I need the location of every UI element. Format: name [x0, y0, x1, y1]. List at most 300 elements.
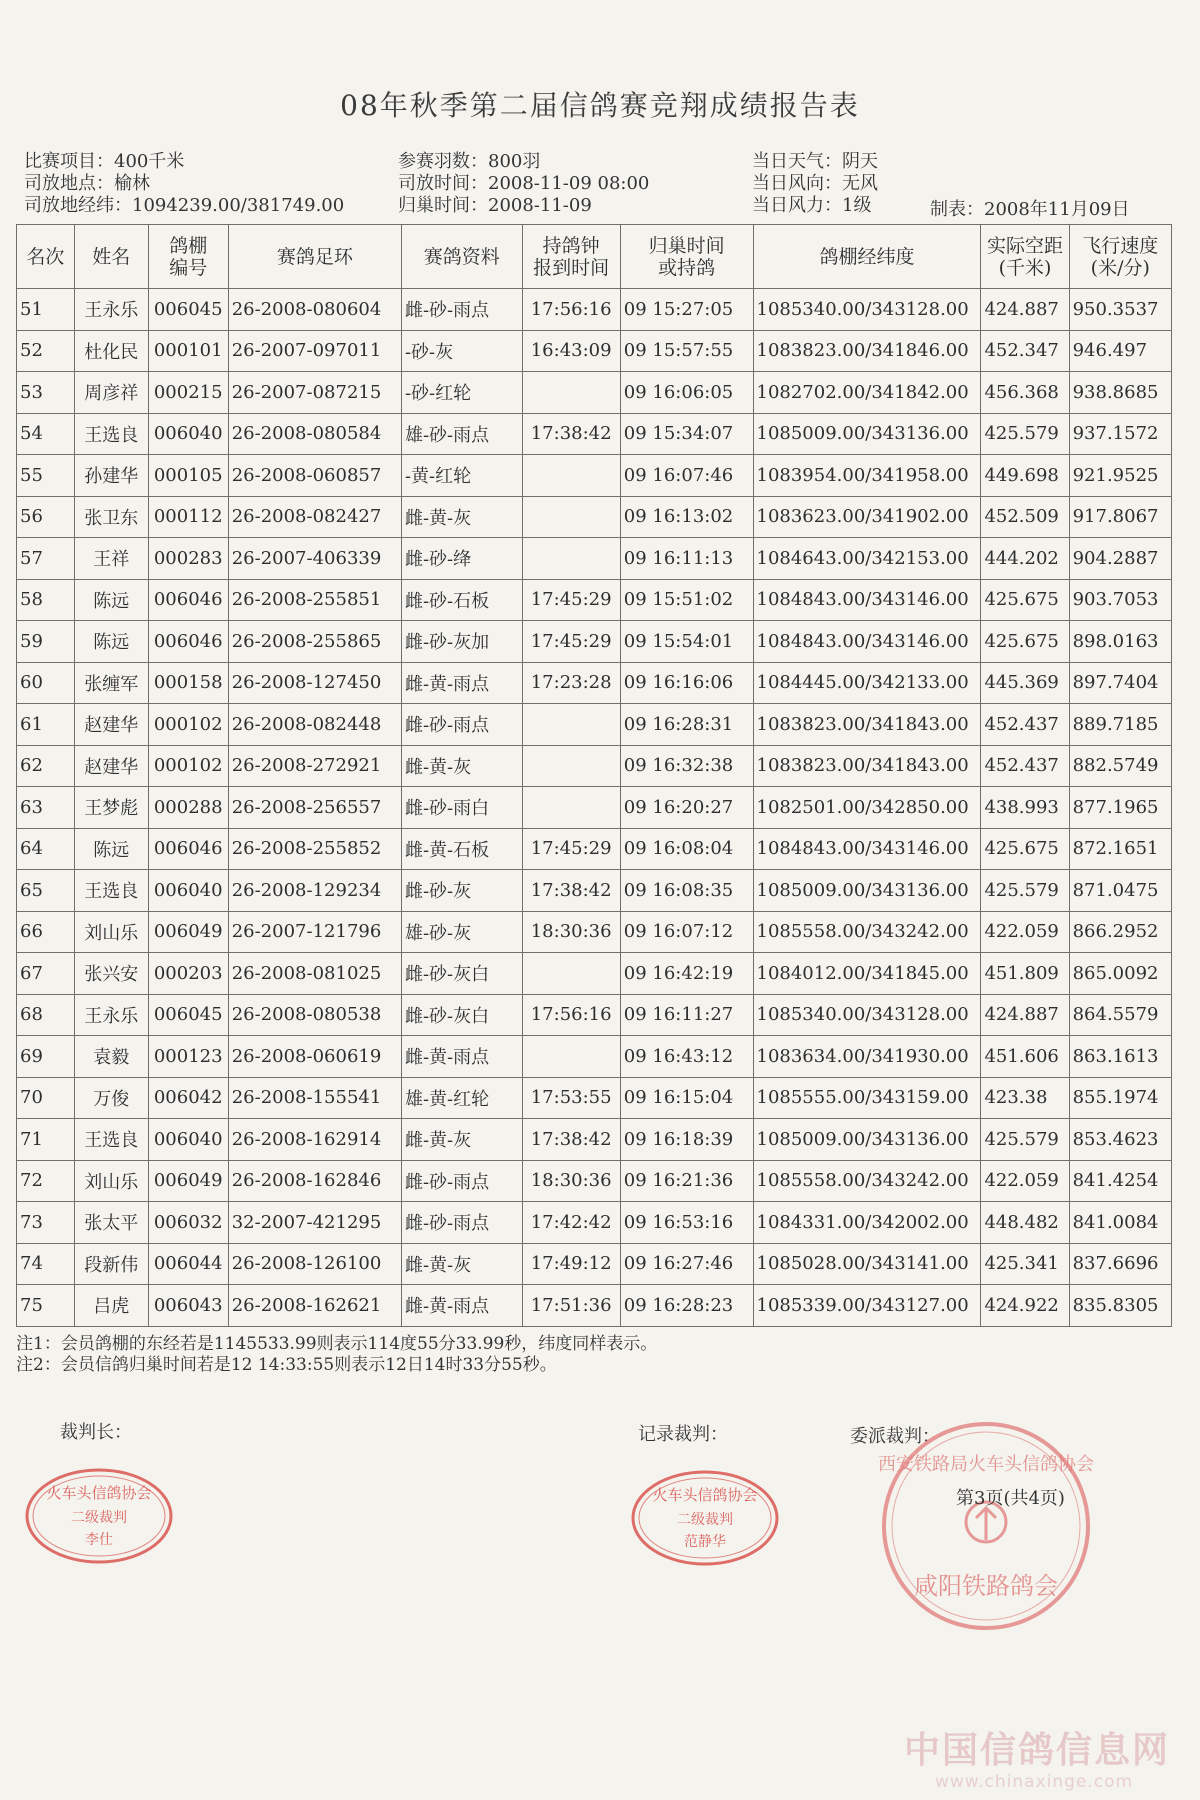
note-2: 注2：会员信鸽归巢时间若是12 14:33:55则表示12日14时33分55秒。: [16, 1355, 557, 1375]
cell-loft-id: 006049: [148, 1160, 228, 1202]
cell-distance: 423.38: [981, 1077, 1069, 1119]
svg-text:西安铁路局火车头信鸽协会: 西安铁路局火车头信鸽协会: [878, 1454, 1094, 1475]
svg-text:火车头信鸽协会: 火车头信鸽协会: [652, 1486, 758, 1504]
cell-return-time: 09 15:51:02: [620, 579, 753, 621]
header-ring-number: 赛鸽足环: [228, 225, 401, 289]
cell-speed: 889.7185: [1069, 704, 1171, 746]
cell-clock-time: 18:30:36: [522, 1160, 620, 1202]
cell-speed: 841.0084: [1069, 1202, 1171, 1244]
cell-ring-number: 26-2007-097011: [228, 330, 401, 372]
table-row: [17, 579, 1172, 621]
entries-info: 参赛羽数：800羽: [398, 151, 541, 172]
cell-ring-number: 26-2007-087215: [228, 372, 401, 414]
cell-name: 王永乐: [74, 289, 148, 331]
table-row: [17, 1243, 1172, 1285]
header-loft-coordinates: 鸽棚经纬度: [753, 225, 981, 289]
cell-loft-id: 006042: [148, 1077, 228, 1119]
cell-clock-time: 17:45:29: [522, 579, 620, 621]
cell-loft-id: 000283: [148, 538, 228, 580]
cell-pigeon-info: 雌-黄-雨点: [401, 662, 522, 704]
cell-speed: 946.497: [1069, 330, 1171, 372]
cell-name: 吕虎: [74, 1285, 148, 1327]
cell-return-time: 09 16:18:39: [620, 1119, 753, 1161]
return-time-info: 归巢时间：2008-11-09: [398, 195, 592, 216]
cell-pigeon-info: 雌-黄-灰: [401, 496, 522, 538]
cell-speed: 921.9525: [1069, 455, 1171, 497]
cell-loft-coordinates: 1084843.00/343146.00: [753, 579, 981, 621]
header-name: 姓名: [74, 225, 148, 289]
cell-loft-id: 006044: [148, 1243, 228, 1285]
cell-distance: 448.482: [981, 1202, 1069, 1244]
cell-rank: 55: [17, 455, 75, 497]
cell-loft-coordinates: 1084843.00/343146.00: [753, 621, 981, 663]
cell-distance: 422.059: [981, 1160, 1069, 1202]
page-number: 第3页(共4页): [956, 1488, 1065, 1509]
table-row: [17, 621, 1172, 663]
cell-rank: 75: [17, 1285, 75, 1327]
cell-distance: 451.809: [981, 953, 1069, 995]
cell-ring-number: 26-2008-162914: [228, 1119, 401, 1161]
cell-speed: 898.0163: [1069, 621, 1171, 663]
cell-return-time: 09 16:07:12: [620, 911, 753, 953]
table-row: [17, 704, 1172, 746]
cell-name: 张卫东: [74, 496, 148, 538]
cell-ring-number: 26-2008-081025: [228, 953, 401, 995]
cell-speed: 864.5579: [1069, 994, 1171, 1036]
header-clock-time: 持鸽钟 报到时间: [522, 225, 620, 289]
header-rank: 名次: [17, 225, 75, 289]
cell-loft-id: 006046: [148, 621, 228, 663]
cell-return-time: 09 16:28:31: [620, 704, 753, 746]
cell-speed: 853.4623: [1069, 1119, 1171, 1161]
cell-loft-id: 000215: [148, 372, 228, 414]
note-1: 注1：会员鸽棚的东经若是1145533.99则表示114度55分33.99秒，纬度同样表示。: [16, 1334, 658, 1354]
cell-loft-id: 000105: [148, 455, 228, 497]
cell-return-time: 09 16:43:12: [620, 1036, 753, 1078]
cell-pigeon-info: 雌-砂-灰白: [401, 994, 522, 1036]
cell-name: 刘山乐: [74, 911, 148, 953]
cell-distance: 422.059: [981, 911, 1069, 953]
cell-name: 孙建华: [74, 455, 148, 497]
notes: [16, 1334, 657, 1376]
cell-clock-time: 17:51:36: [522, 1285, 620, 1327]
cell-name: 王选良: [74, 870, 148, 912]
cell-name: 袁毅: [74, 1036, 148, 1078]
cell-ring-number: 26-2008-272921: [228, 745, 401, 787]
cell-loft-id: 000112: [148, 496, 228, 538]
cell-clock-time: 17:45:29: [522, 828, 620, 870]
cell-rank: 51: [17, 289, 75, 331]
cell-distance: 425.579: [981, 413, 1069, 455]
cell-ring-number: 26-2007-121796: [228, 911, 401, 953]
cell-distance: 449.698: [981, 455, 1069, 497]
cell-pigeon-info: 雌-黄-石板: [401, 828, 522, 870]
cell-return-time: 09 15:27:05: [620, 289, 753, 331]
cell-ring-number: 26-2008-080538: [228, 994, 401, 1036]
cell-pigeon-info: 雌-砂-石板: [401, 579, 522, 621]
cell-return-time: 09 15:57:55: [620, 330, 753, 372]
cell-clock-time: 17:23:28: [522, 662, 620, 704]
cell-name: 王祥: [74, 538, 148, 580]
cell-distance: 452.437: [981, 704, 1069, 746]
cell-clock-time: [522, 496, 620, 538]
cell-speed: 841.4254: [1069, 1160, 1171, 1202]
cell-clock-time: 17:38:42: [522, 413, 620, 455]
cell-distance: 444.202: [981, 538, 1069, 580]
cell-speed: 882.5749: [1069, 745, 1171, 787]
cell-loft-coordinates: 1085558.00/343242.00: [753, 911, 981, 953]
cell-speed: 863.1613: [1069, 1036, 1171, 1078]
table-row: [17, 1119, 1172, 1161]
table-row: [17, 745, 1172, 787]
table-row: [17, 372, 1172, 414]
cell-ring-number: 26-2008-126100: [228, 1243, 401, 1285]
cell-pigeon-info: 雄-黄-红轮: [401, 1077, 522, 1119]
cell-rank: 58: [17, 579, 75, 621]
table-row: [17, 1285, 1172, 1327]
cell-speed: 865.0092: [1069, 953, 1171, 995]
cell-distance: 425.675: [981, 828, 1069, 870]
cell-rank: 62: [17, 745, 75, 787]
cell-return-time: 09 15:34:07: [620, 413, 753, 455]
table-row: [17, 662, 1172, 704]
cell-return-time: 09 16:07:46: [620, 455, 753, 497]
cell-rank: 59: [17, 621, 75, 663]
cell-name: 陈远: [74, 621, 148, 663]
cell-loft-coordinates: 1083823.00/341843.00: [753, 704, 981, 746]
cell-pigeon-info: 雌-砂-灰: [401, 870, 522, 912]
cell-clock-time: [522, 745, 620, 787]
cell-loft-coordinates: 1084012.00/341845.00: [753, 953, 981, 995]
cell-return-time: 09 15:54:01: [620, 621, 753, 663]
cell-loft-id: 006040: [148, 1119, 228, 1161]
cell-rank: 65: [17, 870, 75, 912]
cell-name: 张兴安: [74, 953, 148, 995]
cell-clock-time: 17:42:42: [522, 1202, 620, 1244]
cell-rank: 71: [17, 1119, 75, 1161]
cell-pigeon-info: 雌-黄-灰: [401, 745, 522, 787]
cell-ring-number: 26-2008-255865: [228, 621, 401, 663]
cell-distance: 438.993: [981, 787, 1069, 829]
cell-rank: 57: [17, 538, 75, 580]
cell-pigeon-info: 雌-黄-雨点: [401, 1285, 522, 1327]
cell-ring-number: 26-2008-255851: [228, 579, 401, 621]
cell-ring-number: 26-2008-155541: [228, 1077, 401, 1119]
cell-loft-coordinates: 1085009.00/343136.00: [753, 413, 981, 455]
cell-distance: 456.368: [981, 372, 1069, 414]
header-pigeon-info: 赛鸽资料: [401, 225, 522, 289]
cell-name: 赵建华: [74, 745, 148, 787]
svg-text:二级裁判: 二级裁判: [677, 1512, 733, 1528]
cell-loft-id: 000102: [148, 745, 228, 787]
cell-return-time: 09 16:11:13: [620, 538, 753, 580]
header-speed: 飞行速度 (米/分): [1069, 225, 1171, 289]
cell-clock-time: 17:56:16: [522, 289, 620, 331]
table-row: [17, 413, 1172, 455]
maker-info: 制表：2008年11月09日: [930, 199, 1130, 220]
referee-seal-1: [22, 1464, 176, 1568]
cell-clock-time: [522, 953, 620, 995]
cell-loft-coordinates: 1085555.00/343159.00: [753, 1077, 981, 1119]
cell-ring-number: 26-2008-060857: [228, 455, 401, 497]
cell-name: 陈远: [74, 828, 148, 870]
cell-distance: 425.579: [981, 870, 1069, 912]
cell-return-time: 09 16:16:06: [620, 662, 753, 704]
cell-loft-id: 000288: [148, 787, 228, 829]
cell-distance: 424.887: [981, 289, 1069, 331]
release-time-info: 司放时间：2008-11-09 08:00: [398, 173, 650, 194]
cell-clock-time: [522, 372, 620, 414]
cell-return-time: 09 16:20:27: [620, 787, 753, 829]
cell-name: 万俊: [74, 1077, 148, 1119]
table-body: [17, 289, 1172, 1327]
cell-loft-coordinates: 1084445.00/342133.00: [753, 662, 981, 704]
cell-speed: 855.1974: [1069, 1077, 1171, 1119]
event-info: 比赛项目：400千米: [24, 151, 185, 172]
cell-name: 王梦彪: [74, 787, 148, 829]
cell-pigeon-info: 雌-砂-灰加: [401, 621, 522, 663]
cell-rank: 54: [17, 413, 75, 455]
cell-loft-coordinates: 1082501.00/342850.00: [753, 787, 981, 829]
cell-clock-time: 17:45:29: [522, 621, 620, 663]
cell-distance: 425.579: [981, 1119, 1069, 1161]
cell-loft-coordinates: 1085009.00/343136.00: [753, 870, 981, 912]
cell-clock-time: [522, 455, 620, 497]
svg-text:李仕: 李仕: [85, 1532, 113, 1548]
table-row: [17, 496, 1172, 538]
cell-pigeon-info: -黄-红轮: [401, 455, 522, 497]
cell-loft-coordinates: 1085009.00/343136.00: [753, 1119, 981, 1161]
appointed-referee-label: 委派裁判：: [850, 1426, 940, 1447]
cell-pigeon-info: 雌-砂-灰白: [401, 953, 522, 995]
cell-name: 刘山乐: [74, 1160, 148, 1202]
wind-force-info: 当日风力：1级: [752, 195, 872, 216]
cell-loft-coordinates: 1085558.00/343242.00: [753, 1160, 981, 1202]
cell-loft-coordinates: 1083823.00/341843.00: [753, 745, 981, 787]
cell-loft-id: 006040: [148, 870, 228, 912]
cell-clock-time: 17:38:42: [522, 1119, 620, 1161]
cell-speed: 950.3537: [1069, 289, 1171, 331]
cell-distance: 452.509: [981, 496, 1069, 538]
cell-loft-id: 006032: [148, 1202, 228, 1244]
cell-speed: 872.1651: [1069, 828, 1171, 870]
results-table: [16, 224, 1172, 1327]
cell-distance: 424.887: [981, 994, 1069, 1036]
cell-ring-number: 26-2008-082427: [228, 496, 401, 538]
cell-speed: 938.8685: [1069, 372, 1171, 414]
table-row: [17, 1160, 1172, 1202]
cell-rank: 56: [17, 496, 75, 538]
cell-speed: 871.0475: [1069, 870, 1171, 912]
cell-loft-coordinates: 1084643.00/342153.00: [753, 538, 981, 580]
referee-seal-2: [628, 1466, 782, 1570]
cell-speed: 837.6696: [1069, 1243, 1171, 1285]
cell-name: 张缠军: [74, 662, 148, 704]
cell-distance: 424.922: [981, 1285, 1069, 1327]
cell-return-time: 09 16:08:04: [620, 828, 753, 870]
cell-loft-coordinates: 1085340.00/343128.00: [753, 994, 981, 1036]
cell-speed: 904.2887: [1069, 538, 1171, 580]
cell-return-time: 09 16:28:23: [620, 1285, 753, 1327]
cell-loft-coordinates: 1082702.00/341842.00: [753, 372, 981, 414]
table-row: [17, 455, 1172, 497]
cell-ring-number: 26-2008-162621: [228, 1285, 401, 1327]
cell-loft-id: 006049: [148, 911, 228, 953]
table-row: [17, 1036, 1172, 1078]
cell-speed: 903.7053: [1069, 579, 1171, 621]
cell-pigeon-info: 雄-砂-灰: [401, 911, 522, 953]
cell-ring-number: 26-2008-080604: [228, 289, 401, 331]
cell-speed: 937.1572: [1069, 413, 1171, 455]
cell-loft-id: 000203: [148, 953, 228, 995]
table-row: [17, 994, 1172, 1036]
cell-ring-number: 26-2007-406339: [228, 538, 401, 580]
cell-return-time: 09 16:53:16: [620, 1202, 753, 1244]
cell-rank: 53: [17, 372, 75, 414]
table-row: [17, 1202, 1172, 1244]
cell-return-time: 09 16:11:27: [620, 994, 753, 1036]
cell-clock-time: 17:49:12: [522, 1243, 620, 1285]
info-column-right: [752, 151, 878, 217]
cell-pigeon-info: 雌-黄-灰: [401, 1119, 522, 1161]
cell-return-time: 09 16:08:35: [620, 870, 753, 912]
cell-distance: 452.347: [981, 330, 1069, 372]
release-coords-info: 司放地经纬：1094239.00/381749.00: [24, 195, 345, 216]
cell-speed: 877.1965: [1069, 787, 1171, 829]
cell-clock-time: [522, 704, 620, 746]
chief-referee-label: 裁判长：: [60, 1422, 132, 1443]
cell-rank: 60: [17, 662, 75, 704]
cell-loft-coordinates: 1083634.00/341930.00: [753, 1036, 981, 1078]
cell-loft-id: 000102: [148, 704, 228, 746]
cell-ring-number: 26-2008-162846: [228, 1160, 401, 1202]
cell-clock-time: [522, 787, 620, 829]
cell-rank: 63: [17, 787, 75, 829]
cell-loft-coordinates: 1083954.00/341958.00: [753, 455, 981, 497]
report-title: 08年秋季第二届信鸽赛竞翔成绩报告表: [340, 89, 860, 122]
cell-pigeon-info: 雌-黄-灰: [401, 1243, 522, 1285]
cell-pigeon-info: 雌-砂-雨点: [401, 704, 522, 746]
cell-name: 王永乐: [74, 994, 148, 1036]
cell-clock-time: 17:53:55: [522, 1077, 620, 1119]
cell-return-time: 09 16:21:36: [620, 1160, 753, 1202]
cell-return-time: 09 16:15:04: [620, 1077, 753, 1119]
table-row: [17, 1077, 1172, 1119]
cell-return-time: 09 16:27:46: [620, 1243, 753, 1285]
cell-loft-id: 006043: [148, 1285, 228, 1327]
cell-ring-number: 26-2008-256557: [228, 787, 401, 829]
table-row: [17, 911, 1172, 953]
cell-name: 王选良: [74, 413, 148, 455]
cell-pigeon-info: 雌-砂-雨点: [401, 1202, 522, 1244]
header-loft-id: 鸽棚 编号: [148, 225, 228, 289]
cell-speed: 835.8305: [1069, 1285, 1171, 1327]
cell-return-time: 09 16:13:02: [620, 496, 753, 538]
table-row: [17, 330, 1172, 372]
cell-loft-id: 006046: [148, 828, 228, 870]
cell-ring-number: 26-2008-082448: [228, 704, 401, 746]
info-column-left: [24, 151, 344, 217]
cell-loft-coordinates: 1083623.00/341902.00: [753, 496, 981, 538]
cell-name: 周彦祥: [74, 372, 148, 414]
svg-text:咸阳铁路鸽会: 咸阳铁路鸽会: [914, 1572, 1058, 1600]
cell-rank: 73: [17, 1202, 75, 1244]
cell-loft-id: 000123: [148, 1036, 228, 1078]
cell-distance: 445.369: [981, 662, 1069, 704]
cell-distance: 452.437: [981, 745, 1069, 787]
cell-loft-id: 006045: [148, 994, 228, 1036]
cell-ring-number: 26-2008-060619: [228, 1036, 401, 1078]
cell-loft-coordinates: 1084331.00/342002.00: [753, 1202, 981, 1244]
cell-rank: 74: [17, 1243, 75, 1285]
cell-loft-coordinates: 1085340.00/343128.00: [753, 289, 981, 331]
cell-rank: 61: [17, 704, 75, 746]
association-seal: [878, 1418, 1094, 1634]
cell-pigeon-info: -砂-灰: [401, 330, 522, 372]
cell-rank: 64: [17, 828, 75, 870]
watermark-site-url: www.chinaxinge.com: [935, 1772, 1134, 1792]
cell-rank: 66: [17, 911, 75, 953]
cell-loft-coordinates: 1085028.00/343141.00: [753, 1243, 981, 1285]
header-return-time: 归巢时间 或持鸽: [620, 225, 753, 289]
table-row: [17, 870, 1172, 912]
cell-name: 赵建华: [74, 704, 148, 746]
cell-distance: 425.675: [981, 579, 1069, 621]
cell-pigeon-info: 雄-砂-雨点: [401, 413, 522, 455]
cell-distance: 425.675: [981, 621, 1069, 663]
svg-text:火车头信鸽协会: 火车头信鸽协会: [46, 1484, 152, 1502]
cell-pigeon-info: 雌-黄-雨点: [401, 1036, 522, 1078]
info-column-middle: [398, 151, 649, 217]
cell-rank: 67: [17, 953, 75, 995]
cell-loft-coordinates: 1084843.00/343146.00: [753, 828, 981, 870]
cell-ring-number: 26-2008-127450: [228, 662, 401, 704]
cell-loft-coordinates: 1085339.00/343127.00: [753, 1285, 981, 1327]
cell-loft-id: 006040: [148, 413, 228, 455]
cell-pigeon-info: 雌-砂-雨白: [401, 787, 522, 829]
table-row: [17, 953, 1172, 995]
cell-rank: 69: [17, 1036, 75, 1078]
cell-speed: 897.7404: [1069, 662, 1171, 704]
cell-name: 张太平: [74, 1202, 148, 1244]
cell-ring-number: 32-2007-421295: [228, 1202, 401, 1244]
table-header-row: [17, 225, 1172, 289]
watermark-site-name: 中国信鸽信息网: [904, 1730, 1171, 1771]
release-site-info: 司放地点：榆林: [24, 173, 150, 194]
svg-text:范静华: 范静华: [684, 1534, 726, 1550]
header-distance: 实际空距 (千米): [981, 225, 1069, 289]
cell-name: 杜化民: [74, 330, 148, 372]
cell-ring-number: 26-2008-080584: [228, 413, 401, 455]
table-row: [17, 289, 1172, 331]
cell-ring-number: 26-2008-255852: [228, 828, 401, 870]
cell-loft-id: 006045: [148, 289, 228, 331]
record-referee-label: 记录裁判：: [638, 1424, 728, 1445]
cell-return-time: 09 16:06:05: [620, 372, 753, 414]
cell-clock-time: 16:43:09: [522, 330, 620, 372]
cell-pigeon-info: -砂-红轮: [401, 372, 522, 414]
table-row: [17, 538, 1172, 580]
table-row: [17, 787, 1172, 829]
cell-speed: 866.2952: [1069, 911, 1171, 953]
cell-name: 陈远: [74, 579, 148, 621]
cell-name: 段新伟: [74, 1243, 148, 1285]
cell-rank: 52: [17, 330, 75, 372]
svg-text:二级裁判: 二级裁判: [71, 1510, 127, 1526]
cell-clock-time: [522, 1036, 620, 1078]
cell-clock-time: 18:30:36: [522, 911, 620, 953]
cell-return-time: 09 16:32:38: [620, 745, 753, 787]
